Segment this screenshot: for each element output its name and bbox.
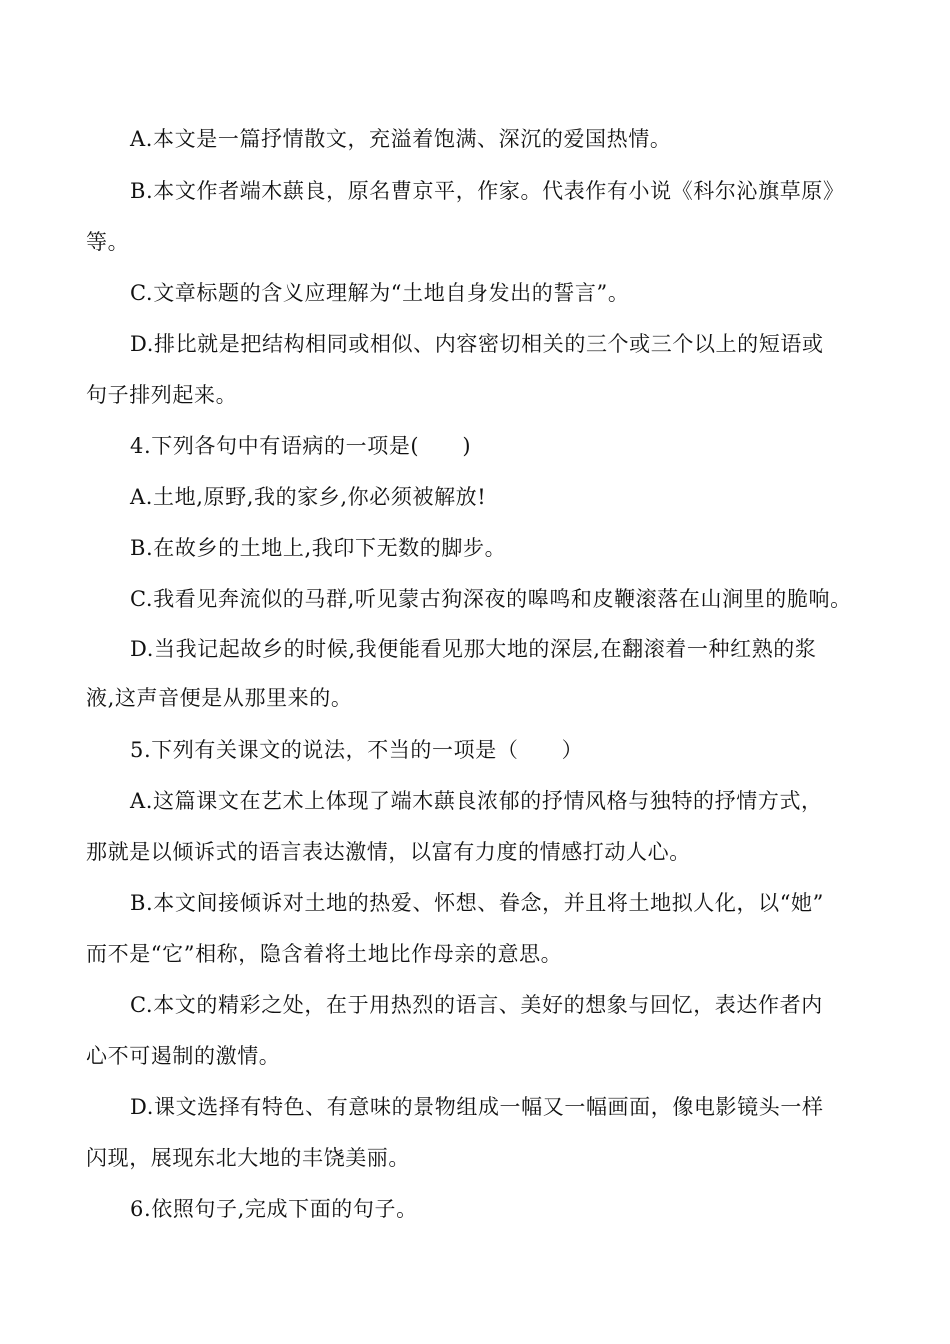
- q4-option-b: B.在故乡的土地上,我印下无数的脚步。: [130, 536, 507, 560]
- q4-stem: 4.下列各句中有语病的一项是( ): [130, 434, 472, 458]
- q4-option-d-line-1: D.当我记起故乡的时候,我便能看见那大地的深层,在翻滚着一种红熟的浆: [130, 637, 817, 661]
- q5-option-d-line-2: 闪现，展现东北大地的丰饶美丽。: [86, 1146, 410, 1170]
- q3-option-b-line-1: B.本文作者端木蕻良，原名曹京平，作家。代表作有小说《科尔沁旗草原》: [130, 179, 845, 203]
- q3-option-c: C.文章标题的含义应理解为“土地自身发出的誓言”。: [130, 281, 630, 305]
- q4-option-d-line-2: 液,这声音便是从那里来的。: [86, 686, 353, 710]
- q5-option-b-line-2: 而不是“它”相称，隐含着将土地比作母亲的意思。: [86, 942, 563, 966]
- q5-option-b-line-1: B.本文间接倾诉对土地的热爱、怀想、眷念，并且将土地拟人化，以“她”: [130, 891, 824, 915]
- q5-option-d-line-1: D.课文选择有特色、有意味的景物组成一幅又一幅画面，像电影镜头一样: [130, 1095, 824, 1119]
- q5-stem: 5.下列有关课文的说法，不当的一项是（ ）: [130, 738, 584, 762]
- q3-option-d-line-1: D.排比就是把结构相同或相似、内容密切相关的三个或三个以上的短语或: [130, 332, 824, 356]
- q5-option-a-line-1: A.这篇课文在艺术上体现了端木蕻良浓郁的抒情风格与独特的抒情方式，: [130, 789, 823, 813]
- q4-option-c: C.我看见奔流似的马群,听见蒙古狗深夜的嗥鸣和皮鞭滚落在山涧里的脆响。: [130, 587, 852, 611]
- q5-option-c-line-1: C.本文的精彩之处，在于用热烈的语言、美好的想象与回忆，表达作者内: [130, 993, 823, 1017]
- q3-option-d-line-2: 句子排列起来。: [86, 383, 238, 407]
- q6-stem: 6.依照句子,完成下面的句子。: [130, 1197, 418, 1221]
- q5-option-a-line-2: 那就是以倾诉式的语言表达激情，以富有力度的情感打动人心。: [86, 840, 691, 864]
- q3-option-b-line-2: 等。: [86, 230, 130, 254]
- q4-option-a: A.土地,原野,我的家乡,你必须被解放!: [130, 485, 487, 509]
- q5-option-c-line-2: 心不可遏制的激情。: [86, 1044, 281, 1068]
- q3-option-a: A.本文是一篇抒情散文，充溢着饱满、深沉的爱国热情。: [130, 127, 672, 151]
